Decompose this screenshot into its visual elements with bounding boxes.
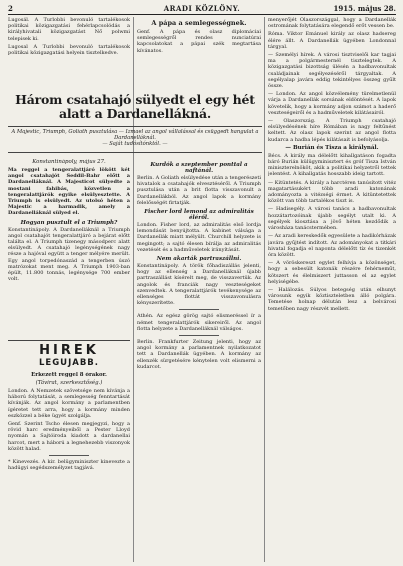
paragraph: — A vöröskereszt egylet felhívja a közönséget, hogy a sebesült katonák részére fehérneműt, kötszert és élelmiszert juttasson el az egylet helyiségébe. [268, 260, 396, 285]
col2-articles [137, 159, 261, 559]
masthead: ARADI KÖZLÖNY. [163, 4, 241, 13]
header-rule [8, 14, 396, 15]
paragraph: menyerőjét Olaszországgal, hogy a Dardanellák ostromának folytatására elegendő erőt vessen be. [268, 17, 396, 30]
col1-news [8, 372, 130, 562]
paragraph: Lugosal A Turlobbi bevonuló tartalékosok politikai közigazgatási helyein tisztelkedve. [8, 43, 130, 57]
paragraph: — Olaszország. A Triumph csatahajó elsülyedésének híre Rómában is nagy feltűnést keltett. Az olasz lapok szerint az angol flotta kudarca a hadba lépés kilátásait is befolyásolja. [268, 118, 396, 143]
paragraph: — Halálozás. Súlyos betegség után elhunyt városunk egyik köztiszteletben álló polgára. Temetése holnap délután lesz a belvárosi temetőben nagy részvét mellett. [268, 286, 396, 312]
dateline: Konstantinápoly, május 27. [32, 159, 106, 165]
paragraph: Róma. Viktor Emánuel király az olasz hadsereg élére állt. A Dardanellák ügyében Londonnal tárgyal. [268, 31, 396, 50]
short-rule [179, 335, 219, 336]
paragraph: London. Fisher lord, az admiralitás első lordja lemondását benyújtotta. A kabinet válsága a Dardanellák miatt mélyült. Churchill helyzete is megingott; a sajtó élesen bírálja az admiralitás vezetését és a hadműveletek irányítását. [137, 222, 261, 253]
paragraph: Lugosál. A Turlobbi bevonuló tartalékosok politikai közigazgatási fehérlapcsolódás a királyhivatali közigazgatást Nő polwmi telepisek ki. [8, 17, 130, 42]
article-heading: — Burián és Tisza a királynál. [285, 144, 379, 151]
col1-main-article [8, 159, 130, 334]
paragraph: Konstantinápoly. A Dardanelláknál a Triumph angol csatahajót tengeralattjáró a bejárat előtt találta el. A Triumph tizenegy másodperc alatt elsülyedt. A csatahajó legénységének nagy része a hajóval együtt a tenger mélyére merült. Egy angol torpedónaszád a tengerben úszó matrózokat ment meg. A Triumph 1903-ban épült, 11.800 tonnás, legénysége 700 ember volt. [8, 226, 130, 283]
paragraph: Konstantinápoly. A török főhadiszállás jelenti, hogy az ellenség a Dardanelláknál újabb partraszállást kísérelt meg, de visszavertük. Az angolok és franciák nagy veszteségeket szenvedtek. A tengeralattjárók tevékenysége az ellenséges flottát visszavonulásra kényszerítette. [137, 263, 261, 307]
page-number: 2 [8, 4, 13, 13]
short-rule [179, 309, 219, 310]
col3-articles [268, 17, 396, 562]
news-section-header [8, 338, 130, 368]
lede-source: — Saját tudósítónktól. — [102, 141, 168, 148]
news-item: * Kinevezés. A kir. belügyminiszter kinevezte a hadügyi segédszemélyzet tagjává. [8, 459, 130, 472]
issue-date: 1915. május 28. [333, 4, 396, 13]
paragraph: — London. Az angol közvélemény türelmetlenül várja a Dardanellák sorsának eldöntését. A lapok követelik, hogy a kormány adjon számot a haderő veszteségeiről és a hadműveletek kilátásairól. [268, 91, 396, 116]
col2-top [137, 17, 261, 92]
article-heading: Kurdók a szeptember ponttal a naftánál. [150, 162, 248, 174]
article-heading: Fischer lord lemond az admiralitás éléről. [144, 209, 254, 222]
headline-lede [8, 129, 262, 148]
col1-top [8, 17, 130, 92]
paragraph: — Az aradi kereskedők egyesülete a hadikórházak javára gyűjtést indított. Az adományokat a titkári hivatal fogadja el naponta délelőtt tíz és tizenkét óra között. [268, 233, 396, 258]
agency-note: (Távirat, szerkesztőség.) [35, 380, 103, 386]
paragraph: — Személyi hírek. A városi tisztviselői kar tagjai ma a polgármesternél tisztelegtek. A közigazgatási bizottság ülésén a hadbavonultak családjainak segélyezéséről tárgyaltak. A segélyalap javára eddig tekintélyes összeg gyűlt össze. [268, 52, 396, 90]
main-headline: Három csatahajó sülyedt el egy hét alatt a Dardanellákná. [15, 92, 255, 121]
page-header [8, 4, 396, 14]
paragraph: Berlin. A Goliath elsülyedése után a tengerészeti hivatalok a csatahajók elvesztéséről. A Triumph pusztulása után a brit flotta visszavonult a Dardanellákból. Az angol lapok a kormány felelősségét firtatják. [137, 175, 261, 206]
headline-rule [8, 126, 262, 127]
subheading: Hogyan pusztult el a Triumph? [20, 219, 118, 226]
article-heading: A pápa a semlegességnek. [151, 19, 247, 27]
paragraph: Genf. A pápa és olasz diplomáciai semlegességről rendes nunciatúrai kapcsolatokat a pápai szék megtartása kívánatos. [137, 29, 261, 54]
lead-paragraph: Ma reggel a tengeralattjáró lökött két angol csatahajót Seddil-Bahr előtt a Dardanelláknál. A Majesticot sülyedte a mostani fahibás, közvetlen a tengeralattjárók egyike elsülyesztette. A Triumph is elsülyedt. Az utolsó héten a Majestic a harmadik, amely a Dardanelláknál sülyed el. [8, 167, 130, 217]
short-rule [49, 455, 89, 456]
paragraph: Berlin. Frankfurter Zeitung jelenti, hogy az angol kormány a parlamentnek nyilatkozatot tett a Dardanellák ügyében. A kormány az ellenzék sürgetésére kénytelen volt elismerni a kudarcot. [137, 339, 261, 370]
news-item: London. A Nemzetek szövetsége nem kívánja a háború folytatását, a semlegesség fenntartását kívánják. Az angol kormány a parlamentben ígéretet tett arra, hogy a kormány minden eszközzel a béke ügyét szolgálja. [8, 388, 130, 419]
lede-rule [8, 152, 262, 153]
paragraph: Bécs. A király ma délelőtt kihallgatáson fogadta báró Burián külügyminisztert és gróf Tisza István miniszterelnököt, akik a politikai helyzetről tettek jelentést. A kihallgatás hosszabb ideig tartott. [268, 152, 396, 178]
lede-text: A Majestic, Triumph, Goliath pusztulása — Izmael az angol vállalással és csüggedt hangulat a Dardanelláknál. [11, 129, 259, 142]
article-heading: Nem akarták partraszállni. [156, 256, 242, 263]
section-title: HIREK [39, 343, 99, 358]
column-divider-2 [264, 17, 265, 562]
section-subtitle: LEGUJABB. [38, 358, 100, 368]
section-rule [8, 340, 130, 341]
arrival-note: Érkezett reggel 8 órakor. [31, 372, 107, 378]
news-item: Genf. Szerint Tscho élesen megjegyzi, hogy a rövid harc eredményeiből a Pester Lloyd nyomán a Sajtóiroda kiadott a dardanellai harcot, mert a háború a legnehezebb viszonyok között halad. [8, 421, 130, 452]
paragraph: Athén. Az egész görög sajtó elismeréssel ír a német tengeralattjárók sikereiről. Az angol flotta helyzete a Dardanelláknál válságos. [137, 313, 261, 332]
paragraph: — Kitüntetés. A király a harctéren tanúsított vitéz magatartásukért több aradi katonának adományozta a vitézségi érmet. A kitüntetettek között van több tartalékos tiszt is. [268, 179, 396, 205]
paragraph: — Hadisegély. A városi tanács a hadbavonultak hozzátartozóinak újabb segélyt utalt ki. A segélyek kiosztása a jövő héten kezdődik a városháza tanácstermében. [268, 206, 396, 232]
